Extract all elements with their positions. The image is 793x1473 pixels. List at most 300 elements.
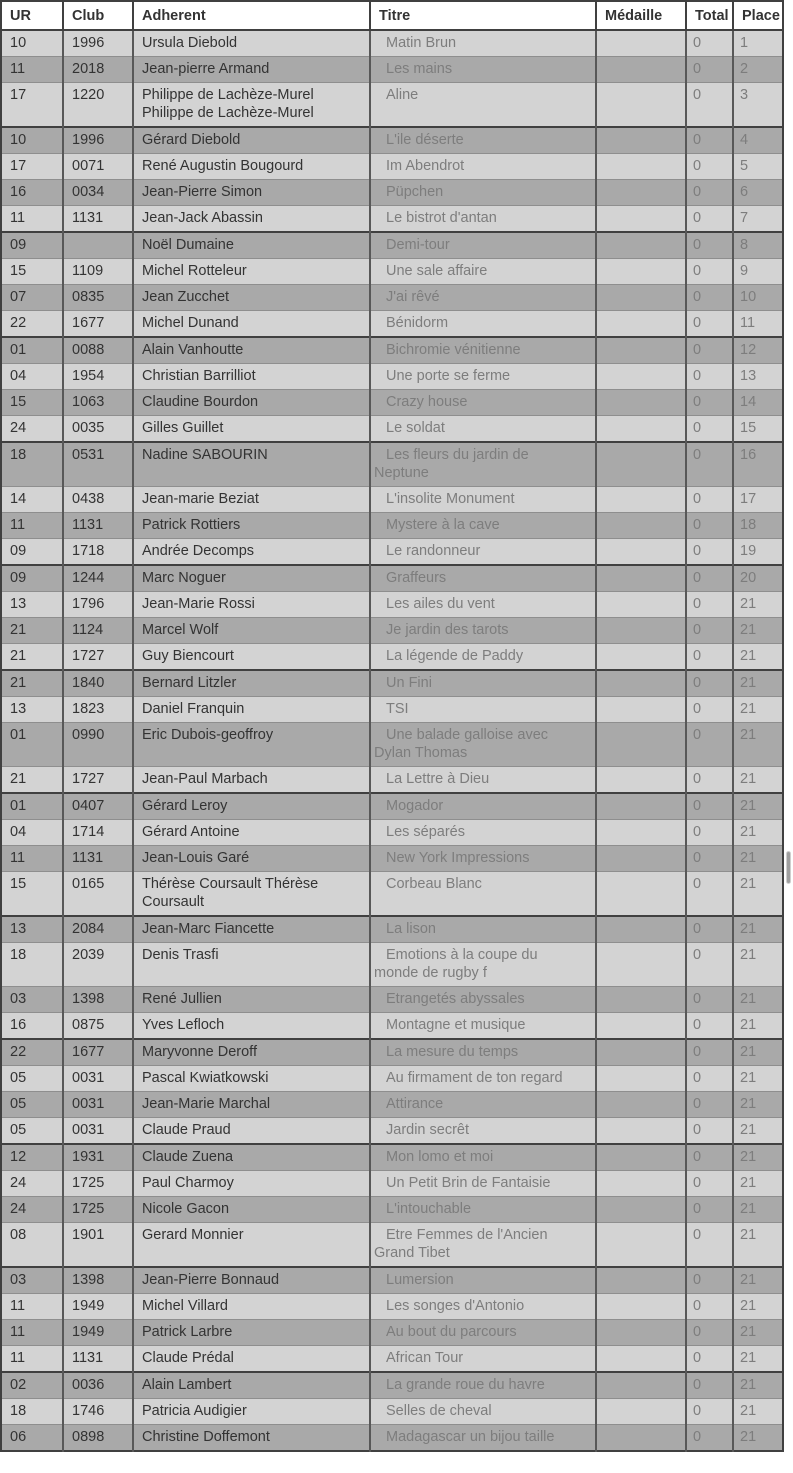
cell-place: 19 bbox=[733, 539, 783, 566]
table-row bbox=[1, 1144, 783, 1171]
cell-place: 21 bbox=[733, 1092, 783, 1118]
cell-ur: 22 bbox=[1, 1039, 63, 1066]
cell-medaille bbox=[596, 513, 686, 539]
cell-ur: 21 bbox=[1, 767, 63, 794]
cell-medaille bbox=[596, 1320, 686, 1346]
cell-medaille bbox=[596, 1144, 686, 1171]
cell-ur: 03 bbox=[1, 987, 63, 1013]
cell-ur: 18 bbox=[1, 1399, 63, 1425]
cell-medaille bbox=[596, 670, 686, 697]
cell-adherent: Michel Rotteleur bbox=[133, 259, 370, 285]
cell-ur: 05 bbox=[1, 1066, 63, 1092]
cell-total: 0 bbox=[686, 1197, 733, 1223]
cell-club: 0898 bbox=[63, 1425, 133, 1452]
table-row bbox=[1, 644, 783, 671]
cell-titre: Un Petit Brin de Fantaisie bbox=[370, 1171, 596, 1197]
cell-adherent: Nadine SABOURIN bbox=[133, 442, 370, 487]
cell-ur: 24 bbox=[1, 1197, 63, 1223]
cell-adherent: Denis Trasfi bbox=[133, 943, 370, 987]
cell-club: 0875 bbox=[63, 1013, 133, 1040]
table-row bbox=[1, 1346, 783, 1373]
cell-ur: 07 bbox=[1, 285, 63, 311]
cell-ur: 11 bbox=[1, 57, 63, 83]
cell-titre: TSI bbox=[370, 697, 596, 723]
cell-place: 21 bbox=[733, 644, 783, 671]
cell-total: 0 bbox=[686, 232, 733, 259]
cell-place: 7 bbox=[733, 206, 783, 233]
table-row bbox=[1, 259, 783, 285]
table-row bbox=[1, 618, 783, 644]
cell-ur: 21 bbox=[1, 644, 63, 671]
cell-adherent: Bernard Litzler bbox=[133, 670, 370, 697]
cell-club: 1677 bbox=[63, 1039, 133, 1066]
cell-club: 1796 bbox=[63, 592, 133, 618]
cell-club: 0035 bbox=[63, 416, 133, 443]
cell-place: 21 bbox=[733, 1399, 783, 1425]
cell-adherent: Gérard Antoine bbox=[133, 820, 370, 846]
cell-ur: 11 bbox=[1, 206, 63, 233]
cell-place: 21 bbox=[733, 723, 783, 767]
cell-medaille bbox=[596, 916, 686, 943]
cell-titre: Jardin secrêt bbox=[370, 1118, 596, 1145]
cell-club: 0165 bbox=[63, 872, 133, 917]
cell-ur: 09 bbox=[1, 232, 63, 259]
cell-medaille bbox=[596, 1171, 686, 1197]
cell-titre: Etrangetés abyssales bbox=[370, 987, 596, 1013]
cell-adherent: Jean-Marie Marchal bbox=[133, 1092, 370, 1118]
cell-club: 1131 bbox=[63, 513, 133, 539]
cell-place: 12 bbox=[733, 337, 783, 364]
cell-adherent: Jean Zucchet bbox=[133, 285, 370, 311]
table-row bbox=[1, 1320, 783, 1346]
cell-ur: 04 bbox=[1, 820, 63, 846]
cell-medaille bbox=[596, 180, 686, 206]
cell-total: 0 bbox=[686, 1171, 733, 1197]
cell-club: 2039 bbox=[63, 943, 133, 987]
cell-titre: Les séparés bbox=[370, 820, 596, 846]
cell-medaille bbox=[596, 1092, 686, 1118]
cell-total: 0 bbox=[686, 1039, 733, 1066]
cell-ur: 01 bbox=[1, 723, 63, 767]
cell-club: 1727 bbox=[63, 644, 133, 671]
cell-titre: Corbeau Blanc bbox=[370, 872, 596, 917]
cell-place: 5 bbox=[733, 154, 783, 180]
cell-club: 1131 bbox=[63, 1346, 133, 1373]
cell-medaille bbox=[596, 539, 686, 566]
cell-medaille bbox=[596, 154, 686, 180]
table-row bbox=[1, 1372, 783, 1399]
cell-adherent: Nicole Gacon bbox=[133, 1197, 370, 1223]
cell-place: 6 bbox=[733, 180, 783, 206]
cell-total: 0 bbox=[686, 57, 733, 83]
cell-titre: Les fleurs du jardin de Neptune bbox=[370, 442, 596, 487]
cell-adherent: Paul Charmoy bbox=[133, 1171, 370, 1197]
cell-club: 1109 bbox=[63, 259, 133, 285]
cell-total: 0 bbox=[686, 259, 733, 285]
cell-adherent: René Jullien bbox=[133, 987, 370, 1013]
cell-club: 1063 bbox=[63, 390, 133, 416]
cell-total: 0 bbox=[686, 872, 733, 917]
cell-medaille bbox=[596, 1039, 686, 1066]
scrollbar-thumb[interactable] bbox=[786, 851, 791, 884]
table-row bbox=[1, 513, 783, 539]
cell-place: 21 bbox=[733, 1267, 783, 1294]
cell-adherent: René Augustin Bougourd bbox=[133, 154, 370, 180]
cell-total: 0 bbox=[686, 916, 733, 943]
cell-medaille bbox=[596, 364, 686, 390]
table-row bbox=[1, 311, 783, 338]
cell-titre: Au firmament de ton regard bbox=[370, 1066, 596, 1092]
cell-adherent: Gérard Diebold bbox=[133, 127, 370, 154]
cell-titre: Im Abendrot bbox=[370, 154, 596, 180]
cell-titre: La lison bbox=[370, 916, 596, 943]
table-row bbox=[1, 285, 783, 311]
cell-ur: 12 bbox=[1, 1144, 63, 1171]
cell-medaille bbox=[596, 127, 686, 154]
table-row bbox=[1, 487, 783, 513]
cell-medaille bbox=[596, 644, 686, 671]
cell-place: 21 bbox=[733, 793, 783, 820]
table-row bbox=[1, 1425, 783, 1452]
cell-titre: J'ai rêvé bbox=[370, 285, 596, 311]
cell-club: 1931 bbox=[63, 1144, 133, 1171]
cell-place: 21 bbox=[733, 1372, 783, 1399]
cell-medaille bbox=[596, 416, 686, 443]
table-row bbox=[1, 846, 783, 872]
cell-medaille bbox=[596, 1267, 686, 1294]
table-row bbox=[1, 820, 783, 846]
cell-titre: Mystere à la cave bbox=[370, 513, 596, 539]
column-header-ur: UR bbox=[1, 1, 63, 30]
cell-adherent: Patrick Larbre bbox=[133, 1320, 370, 1346]
table-row bbox=[1, 592, 783, 618]
cell-club: 0071 bbox=[63, 154, 133, 180]
table-row bbox=[1, 987, 783, 1013]
cell-medaille bbox=[596, 1223, 686, 1268]
cell-medaille bbox=[596, 442, 686, 487]
cell-adherent: Gilles Guillet bbox=[133, 416, 370, 443]
table-row bbox=[1, 1223, 783, 1268]
cell-place: 8 bbox=[733, 232, 783, 259]
cell-titre: Au bout du parcours bbox=[370, 1320, 596, 1346]
table-row bbox=[1, 416, 783, 443]
table-row bbox=[1, 916, 783, 943]
cell-adherent: Noël Dumaine bbox=[133, 232, 370, 259]
cell-club: 1677 bbox=[63, 311, 133, 338]
cell-place: 18 bbox=[733, 513, 783, 539]
cell-club: 2084 bbox=[63, 916, 133, 943]
cell-adherent: Maryvonne Deroff bbox=[133, 1039, 370, 1066]
cell-adherent: Patricia Audigier bbox=[133, 1399, 370, 1425]
cell-titre: Demi-tour bbox=[370, 232, 596, 259]
cell-ur: 16 bbox=[1, 180, 63, 206]
cell-total: 0 bbox=[686, 793, 733, 820]
cell-adherent: Claudine Bourdon bbox=[133, 390, 370, 416]
table-row bbox=[1, 565, 783, 592]
cell-total: 0 bbox=[686, 442, 733, 487]
table-row bbox=[1, 1197, 783, 1223]
cell-total: 0 bbox=[686, 337, 733, 364]
table-row bbox=[1, 1013, 783, 1040]
table-row bbox=[1, 206, 783, 233]
cell-ur: 11 bbox=[1, 1346, 63, 1373]
cell-medaille bbox=[596, 565, 686, 592]
cell-ur: 24 bbox=[1, 416, 63, 443]
cell-ur: 22 bbox=[1, 311, 63, 338]
cell-total: 0 bbox=[686, 154, 733, 180]
cell-total: 0 bbox=[686, 1066, 733, 1092]
cell-total: 0 bbox=[686, 127, 733, 154]
cell-total: 0 bbox=[686, 1144, 733, 1171]
cell-adherent: Michel Villard bbox=[133, 1294, 370, 1320]
table-row bbox=[1, 1039, 783, 1066]
cell-ur: 10 bbox=[1, 127, 63, 154]
cell-club: 1131 bbox=[63, 846, 133, 872]
cell-ur: 24 bbox=[1, 1171, 63, 1197]
cell-place: 1 bbox=[733, 30, 783, 57]
cell-medaille bbox=[596, 206, 686, 233]
table-row bbox=[1, 1267, 783, 1294]
table-row bbox=[1, 180, 783, 206]
cell-titre: L'ile déserte bbox=[370, 127, 596, 154]
cell-titre: Le randonneur bbox=[370, 539, 596, 566]
column-header-total: Total bbox=[686, 1, 733, 30]
cell-medaille bbox=[596, 232, 686, 259]
cell-total: 0 bbox=[686, 1267, 733, 1294]
cell-ur: 03 bbox=[1, 1267, 63, 1294]
table-row bbox=[1, 943, 783, 987]
cell-adherent: Christian Barrilliot bbox=[133, 364, 370, 390]
cell-titre: L'intouchable bbox=[370, 1197, 596, 1223]
cell-ur: 14 bbox=[1, 487, 63, 513]
cell-adherent: Claude Prédal bbox=[133, 1346, 370, 1373]
cell-club bbox=[63, 232, 133, 259]
column-header-club: Club bbox=[63, 1, 133, 30]
cell-medaille bbox=[596, 390, 686, 416]
cell-titre: Etre Femmes de l'Ancien Grand Tibet bbox=[370, 1223, 596, 1268]
cell-place: 2 bbox=[733, 57, 783, 83]
cell-medaille bbox=[596, 872, 686, 917]
cell-club: 1840 bbox=[63, 670, 133, 697]
cell-adherent: Jean-Marc Fiancette bbox=[133, 916, 370, 943]
cell-club: 1244 bbox=[63, 565, 133, 592]
cell-club: 0990 bbox=[63, 723, 133, 767]
table-row bbox=[1, 723, 783, 767]
cell-ur: 18 bbox=[1, 442, 63, 487]
cell-adherent: Alain Lambert bbox=[133, 1372, 370, 1399]
cell-place: 9 bbox=[733, 259, 783, 285]
cell-medaille bbox=[596, 723, 686, 767]
cell-ur: 15 bbox=[1, 390, 63, 416]
cell-medaille bbox=[596, 1013, 686, 1040]
cell-club: 0407 bbox=[63, 793, 133, 820]
cell-ur: 05 bbox=[1, 1092, 63, 1118]
cell-adherent: Gérard Leroy bbox=[133, 793, 370, 820]
cell-titre: Bichromie vénitienne bbox=[370, 337, 596, 364]
cell-total: 0 bbox=[686, 618, 733, 644]
cell-place: 21 bbox=[733, 1425, 783, 1452]
cell-total: 0 bbox=[686, 1013, 733, 1040]
cell-club: 1954 bbox=[63, 364, 133, 390]
cell-total: 0 bbox=[686, 1320, 733, 1346]
cell-club: 1823 bbox=[63, 697, 133, 723]
header-row bbox=[1, 1, 783, 30]
cell-adherent: Guy Biencourt bbox=[133, 644, 370, 671]
cell-club: 0088 bbox=[63, 337, 133, 364]
cell-titre: Les mains bbox=[370, 57, 596, 83]
cell-total: 0 bbox=[686, 565, 733, 592]
cell-medaille bbox=[596, 83, 686, 128]
cell-total: 0 bbox=[686, 846, 733, 872]
cell-place: 20 bbox=[733, 565, 783, 592]
cell-titre: Attirance bbox=[370, 1092, 596, 1118]
cell-club: 1725 bbox=[63, 1171, 133, 1197]
cell-titre: Un Fini bbox=[370, 670, 596, 697]
cell-place: 21 bbox=[733, 916, 783, 943]
cell-club: 0031 bbox=[63, 1092, 133, 1118]
cell-titre: L'insolite Monument bbox=[370, 487, 596, 513]
cell-medaille bbox=[596, 697, 686, 723]
cell-ur: 02 bbox=[1, 1372, 63, 1399]
cell-club: 0031 bbox=[63, 1066, 133, 1092]
cell-place: 16 bbox=[733, 442, 783, 487]
cell-place: 21 bbox=[733, 697, 783, 723]
cell-adherent: Jean-marie Beziat bbox=[133, 487, 370, 513]
cell-place: 13 bbox=[733, 364, 783, 390]
cell-club: 1746 bbox=[63, 1399, 133, 1425]
cell-ur: 17 bbox=[1, 154, 63, 180]
cell-total: 0 bbox=[686, 513, 733, 539]
cell-adherent: Thérèse Coursault Thérèse Coursault bbox=[133, 872, 370, 917]
cell-ur: 21 bbox=[1, 670, 63, 697]
table-row bbox=[1, 83, 783, 128]
cell-titre: Montagne et musique bbox=[370, 1013, 596, 1040]
cell-total: 0 bbox=[686, 670, 733, 697]
cell-adherent: Jean-Paul Marbach bbox=[133, 767, 370, 794]
cell-total: 0 bbox=[686, 539, 733, 566]
cell-titre: Selles de cheval bbox=[370, 1399, 596, 1425]
cell-adherent: Pascal Kwiatkowski bbox=[133, 1066, 370, 1092]
cell-club: 0036 bbox=[63, 1372, 133, 1399]
cell-place: 15 bbox=[733, 416, 783, 443]
cell-adherent: Jean-pierre Armand bbox=[133, 57, 370, 83]
cell-adherent: Marcel Wolf bbox=[133, 618, 370, 644]
cell-ur: 06 bbox=[1, 1425, 63, 1452]
cell-adherent: Eric Dubois-geoffroy bbox=[133, 723, 370, 767]
cell-titre: Les ailes du vent bbox=[370, 592, 596, 618]
cell-club: 1725 bbox=[63, 1197, 133, 1223]
cell-club: 2018 bbox=[63, 57, 133, 83]
cell-club: 1996 bbox=[63, 127, 133, 154]
cell-total: 0 bbox=[686, 1425, 733, 1452]
cell-place: 21 bbox=[733, 1066, 783, 1092]
cell-medaille bbox=[596, 1346, 686, 1373]
cell-medaille bbox=[596, 1425, 686, 1452]
cell-total: 0 bbox=[686, 83, 733, 128]
table-row bbox=[1, 1399, 783, 1425]
cell-club: 1901 bbox=[63, 1223, 133, 1268]
cell-total: 0 bbox=[686, 180, 733, 206]
cell-titre: Bénidorm bbox=[370, 311, 596, 338]
table-row bbox=[1, 337, 783, 364]
cell-club: 1996 bbox=[63, 30, 133, 57]
cell-total: 0 bbox=[686, 1346, 733, 1373]
cell-place: 21 bbox=[733, 1346, 783, 1373]
cell-place: 14 bbox=[733, 390, 783, 416]
cell-place: 21 bbox=[733, 618, 783, 644]
cell-place: 3 bbox=[733, 83, 783, 128]
cell-total: 0 bbox=[686, 390, 733, 416]
cell-place: 21 bbox=[733, 1223, 783, 1268]
cell-total: 0 bbox=[686, 206, 733, 233]
cell-titre: Crazy house bbox=[370, 390, 596, 416]
table-row bbox=[1, 793, 783, 820]
cell-place: 21 bbox=[733, 1039, 783, 1066]
cell-ur: 16 bbox=[1, 1013, 63, 1040]
cell-total: 0 bbox=[686, 311, 733, 338]
cell-ur: 09 bbox=[1, 565, 63, 592]
cell-club: 1131 bbox=[63, 206, 133, 233]
cell-total: 0 bbox=[686, 285, 733, 311]
cell-total: 0 bbox=[686, 987, 733, 1013]
cell-total: 0 bbox=[686, 697, 733, 723]
cell-medaille bbox=[596, 1197, 686, 1223]
cell-total: 0 bbox=[686, 1092, 733, 1118]
cell-titre: Une porte se ferme bbox=[370, 364, 596, 390]
cell-total: 0 bbox=[686, 1372, 733, 1399]
cell-medaille bbox=[596, 57, 686, 83]
cell-titre: Le bistrot d'antan bbox=[370, 206, 596, 233]
cell-titre: Mogador bbox=[370, 793, 596, 820]
cell-medaille bbox=[596, 487, 686, 513]
cell-adherent: Claude Praud bbox=[133, 1118, 370, 1145]
cell-place: 21 bbox=[733, 1118, 783, 1145]
cell-club: 1220 bbox=[63, 83, 133, 128]
table-row bbox=[1, 442, 783, 487]
cell-ur: 13 bbox=[1, 916, 63, 943]
cell-place: 21 bbox=[733, 820, 783, 846]
cell-titre: Püpchen bbox=[370, 180, 596, 206]
cell-medaille bbox=[596, 793, 686, 820]
cell-ur: 05 bbox=[1, 1118, 63, 1145]
cell-medaille bbox=[596, 820, 686, 846]
cell-club: 1949 bbox=[63, 1320, 133, 1346]
cell-total: 0 bbox=[686, 820, 733, 846]
cell-adherent: Andrée Decomps bbox=[133, 539, 370, 566]
cell-medaille bbox=[596, 1399, 686, 1425]
cell-total: 0 bbox=[686, 723, 733, 767]
cell-adherent: Christine Doffemont bbox=[133, 1425, 370, 1452]
table-row bbox=[1, 1171, 783, 1197]
cell-titre: Une sale affaire bbox=[370, 259, 596, 285]
cell-ur: 10 bbox=[1, 30, 63, 57]
cell-club: 1718 bbox=[63, 539, 133, 566]
table-row bbox=[1, 390, 783, 416]
cell-adherent: Jean-Pierre Bonnaud bbox=[133, 1267, 370, 1294]
table-row bbox=[1, 1294, 783, 1320]
cell-total: 0 bbox=[686, 1118, 733, 1145]
cell-titre: Graffeurs bbox=[370, 565, 596, 592]
cell-place: 21 bbox=[733, 943, 783, 987]
cell-total: 0 bbox=[686, 1399, 733, 1425]
cell-club: 0438 bbox=[63, 487, 133, 513]
cell-titre: African Tour bbox=[370, 1346, 596, 1373]
table-row bbox=[1, 670, 783, 697]
cell-ur: 13 bbox=[1, 697, 63, 723]
cell-titre: Les songes d'Antonio bbox=[370, 1294, 596, 1320]
cell-ur: 11 bbox=[1, 1320, 63, 1346]
cell-titre: Matin Brun bbox=[370, 30, 596, 57]
